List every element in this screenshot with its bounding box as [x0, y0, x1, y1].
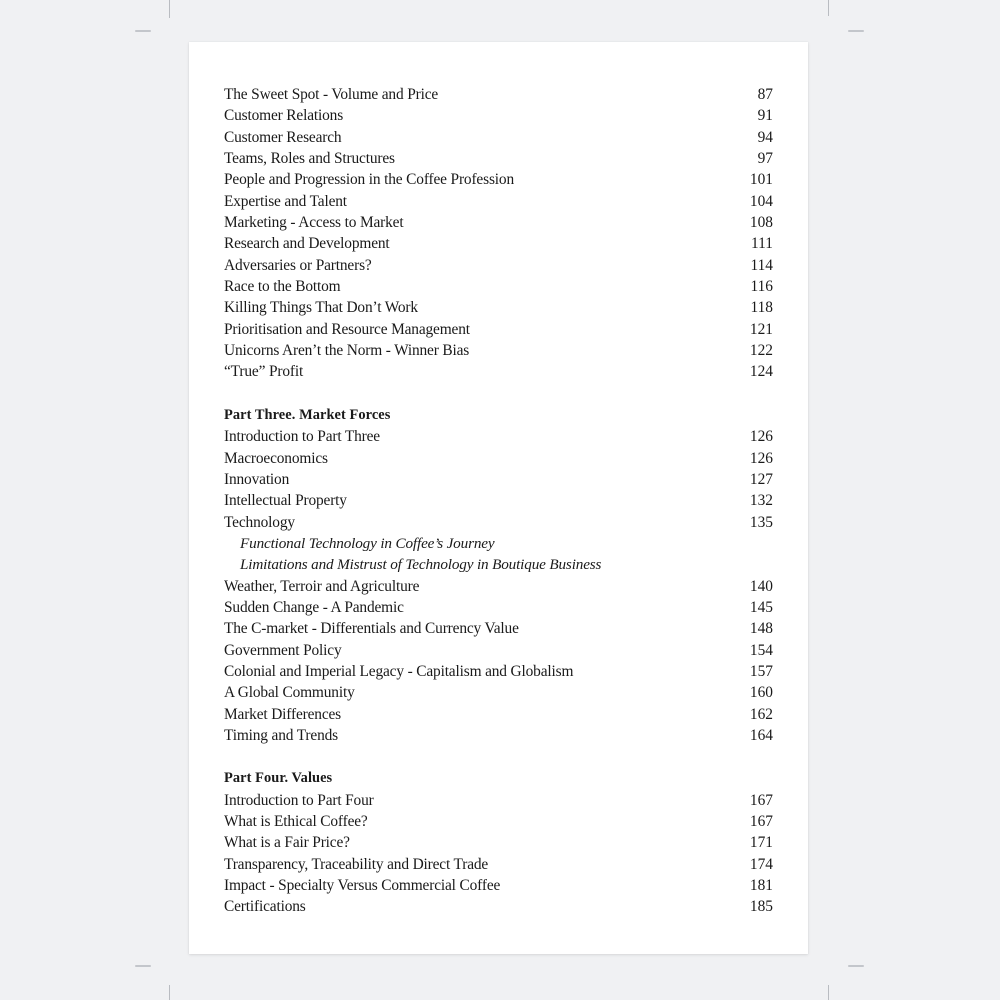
toc-entry-page-number: 124 — [749, 363, 773, 381]
toc-entry — [224, 704, 773, 725]
toc-entry-page-number: 154 — [749, 641, 773, 659]
toc-entry-title: What is Ethical Coffee? — [224, 813, 368, 830]
toc-entry-title: Transparency, Traceability and Direct Trade — [224, 855, 489, 873]
page-sheet — [189, 42, 808, 954]
toc-entry — [224, 875, 773, 896]
toc-entry-page-number: 135 — [749, 513, 773, 531]
toc-entry-page-number: 181 — [749, 877, 773, 895]
toc-entry — [224, 276, 773, 297]
toc-entry-page-number: 160 — [749, 684, 773, 702]
toc-entry-page-number: 118 — [750, 299, 773, 317]
registration-dash-bottom-right — [848, 965, 864, 967]
toc-entry-title: Sudden Change - A Pandemic — [224, 598, 404, 616]
toc-entry-title: Introduction to Part Four — [224, 791, 374, 809]
toc-entry — [224, 725, 773, 746]
registration-dash-bottom-left — [135, 965, 151, 967]
toc-entry-title: Technology — [224, 513, 295, 531]
toc-entry-title: Prioritisation and Resource Management — [224, 320, 470, 338]
toc-entry — [224, 832, 773, 853]
toc-entry-page-number: 127 — [749, 470, 773, 488]
toc-entry-title: Certifications — [224, 898, 306, 916]
toc-entry-page-number: 174 — [749, 855, 773, 873]
toc-entry — [224, 854, 773, 875]
crop-mark-top-right — [828, 0, 829, 16]
toc-entry-title: The C-market - Differentials and Currency Value — [224, 620, 519, 638]
toc-entry — [224, 790, 773, 811]
toc-part-heading — [224, 768, 773, 789]
toc-entry-page-number: 104 — [749, 192, 773, 210]
toc-entry — [224, 148, 773, 169]
toc-entry-page-number: 126 — [749, 449, 773, 467]
toc-entry-page-number: 91 — [757, 107, 773, 125]
registration-dash-top-right — [848, 30, 864, 32]
crop-mark-bottom-left — [169, 985, 170, 1000]
toc-entry-title: A Global Community — [224, 684, 355, 702]
toc-entry — [224, 105, 773, 126]
toc-entry — [224, 84, 773, 105]
toc-entry-title: Colonial and Imperial Legacy - Capitalism and Globalism — [224, 662, 574, 680]
toc-entry-title: Teams, Roles and Structures — [224, 150, 395, 168]
toc-entry-page-number: 116 — [750, 278, 773, 296]
toc-entry-page-number: 162 — [749, 705, 773, 723]
toc-entry-page-number: 126 — [749, 428, 773, 446]
toc-entry-page-number: 97 — [757, 150, 773, 168]
toc-entry — [224, 896, 773, 917]
toc-entry-title: Functional Technology in Coffee’s Journey — [240, 534, 495, 552]
toc-entry-title: The Sweet Spot - Volume and Price — [224, 86, 439, 103]
toc-entry — [224, 127, 773, 148]
toc-entry-title: Impact - Specialty Versus Commercial Coffee — [224, 877, 501, 895]
toc-entry-title: Race to the Bottom — [224, 278, 341, 296]
toc-entry-title: Part Four. Values — [224, 770, 333, 787]
toc-entry — [224, 340, 773, 361]
toc-entry-page-number: 111 — [751, 235, 773, 253]
toc-entry — [224, 640, 773, 661]
toc-entry-title: Macroeconomics — [224, 449, 328, 467]
toc-entry-title: Adversaries or Partners? — [224, 256, 372, 274]
toc-entry-page-number: 121 — [749, 320, 773, 338]
toc-entry-title: Research and Development — [224, 235, 390, 253]
toc-entry-page-number: 167 — [749, 791, 773, 809]
toc-entry-title: Customer Relations — [224, 107, 344, 125]
toc-entry-title: Intellectual Property — [224, 492, 347, 510]
toc-entry-page-number: 148 — [749, 620, 773, 638]
table-of-contents — [224, 84, 773, 918]
toc-entry-page-number: 145 — [749, 598, 773, 616]
toc-entry-page-number: 185 — [749, 898, 773, 916]
toc-entry — [224, 512, 773, 533]
crop-mark-top-left — [169, 0, 170, 18]
toc-entry-title: Introduction to Part Three — [224, 428, 380, 446]
toc-entry-title: Customer Research — [224, 128, 342, 146]
toc-entry — [224, 426, 773, 447]
toc-entry-title: Expertise and Talent — [224, 192, 347, 210]
toc-entry — [224, 597, 773, 618]
toc-entry — [224, 811, 773, 832]
toc-sub-entry — [224, 533, 773, 554]
toc-entry-title: Government Policy — [224, 641, 342, 659]
toc-entry-page-number: 132 — [749, 492, 773, 510]
toc-entry — [224, 469, 773, 490]
toc-entry — [224, 490, 773, 511]
toc-entry — [224, 618, 773, 639]
toc-entry-title: Timing and Trends — [224, 726, 338, 744]
toc-entry-title: Killing Things That Don’t Work — [224, 299, 418, 317]
toc-entry-page-number: 114 — [750, 256, 773, 274]
toc-entry-page-number: 171 — [749, 834, 773, 852]
toc-entry-title: What is a Fair Price? — [224, 834, 350, 852]
toc-entry-page-number: 164 — [749, 726, 773, 744]
toc-entry-title: Marketing - Access to Market — [224, 214, 404, 232]
toc-entry-page-number: 108 — [749, 214, 773, 232]
toc-entry-title: Part Three. Market Forces — [224, 406, 391, 423]
toc-entry-page-number: 87 — [757, 86, 773, 103]
toc-entry — [224, 319, 773, 340]
toc-entry — [224, 361, 773, 382]
toc-part-heading — [224, 405, 773, 426]
toc-entry — [224, 576, 773, 597]
toc-entry — [224, 233, 773, 254]
toc-entry-page-number: 94 — [757, 128, 773, 146]
toc-entry-page-number: 101 — [749, 171, 773, 189]
toc-entry — [224, 191, 773, 212]
toc-entry — [224, 297, 773, 318]
crop-mark-bottom-right — [828, 985, 829, 1000]
toc-entry — [224, 661, 773, 682]
toc-entry — [224, 169, 773, 190]
toc-entry-page-number: 140 — [749, 577, 773, 595]
toc-entry-title: Market Differences — [224, 705, 342, 723]
toc-entry-page-number: 167 — [749, 813, 773, 830]
toc-entry — [224, 255, 773, 276]
toc-entry-title: Weather, Terroir and Agriculture — [224, 577, 420, 595]
registration-dash-top-left — [135, 30, 151, 32]
toc-entry-page-number: 157 — [749, 662, 773, 680]
toc-entry-title: Innovation — [224, 470, 290, 488]
toc-entry-title: Unicorns Aren’t the Norm - Winner Bias — [224, 342, 470, 360]
toc-entry-title: People and Progression in the Coffee Profession — [224, 171, 514, 189]
toc-sub-entry — [224, 554, 773, 575]
toc-entry — [224, 212, 773, 233]
toc-entry — [224, 682, 773, 703]
toc-entry — [224, 448, 773, 469]
toc-entry-page-number: 122 — [749, 342, 773, 360]
toc-entry-title: “True” Profit — [224, 363, 304, 381]
toc-entry-title: Limitations and Mistrust of Technology in Boutique Business — [240, 556, 602, 574]
